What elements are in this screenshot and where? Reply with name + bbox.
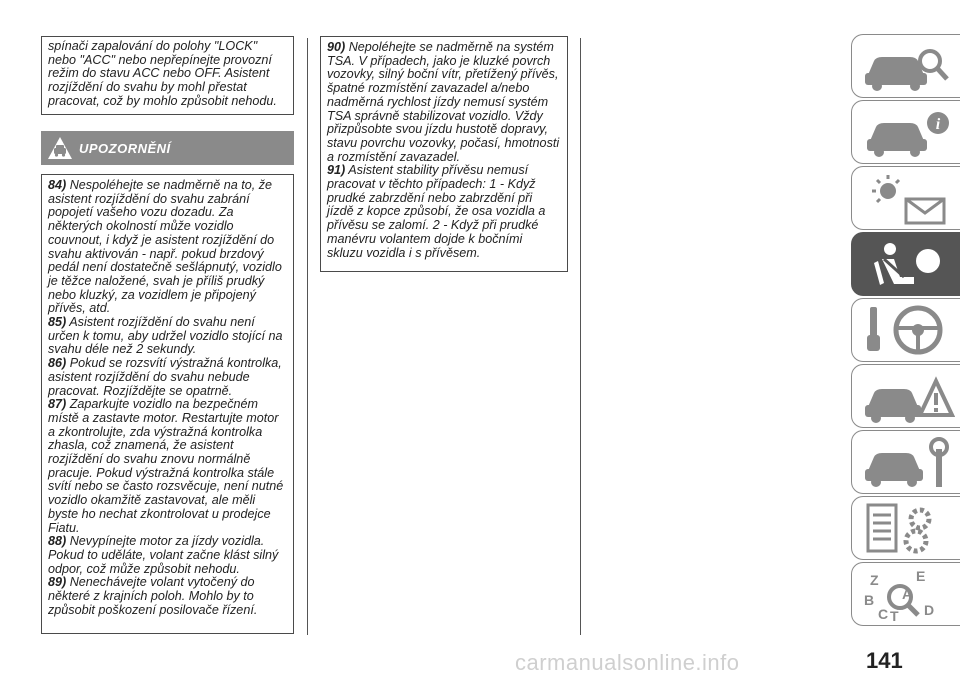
- index-letters-icon: [860, 567, 955, 623]
- warning-item: [48, 398, 287, 535]
- index-letter-t: T: [890, 608, 899, 623]
- tab-safety[interactable]: [851, 232, 960, 296]
- car-magnifier-icon: [860, 39, 955, 95]
- item-number: 87): [48, 397, 67, 412]
- tab-info[interactable]: [851, 100, 960, 164]
- item-text: Nenechávejte volant vytočený do některé z krajních poloh. Mohlo by to způsobit poškození posilovače řízení.: [48, 575, 258, 617]
- item-number: 88): [48, 534, 67, 549]
- continued-text: spínači zapalování do polohy "LOCK" nebo "ACC" nebo nepřepínejte provozní režim do stavu ACC nebo OFF. Asistent rozjíždění do svahu by mohl přestat pracovat, což by mohlo způsobit nehodu.: [48, 39, 277, 108]
- steering-key-icon: [860, 303, 955, 359]
- column-divider-right: [580, 38, 581, 635]
- item-number: 84): [48, 178, 67, 192]
- car-wrench-icon: [860, 435, 955, 491]
- tab-maintenance[interactable]: [851, 430, 960, 494]
- tab-warning-lights[interactable]: [851, 166, 960, 230]
- tsa-warning-box: [320, 36, 568, 272]
- tab-specifications[interactable]: [851, 496, 960, 560]
- item-number: 91): [327, 163, 346, 178]
- index-letter-a: A: [902, 586, 913, 602]
- seat-airbag-icon: [860, 237, 955, 293]
- page-number: 141: [866, 648, 903, 673]
- warning-item: [48, 316, 287, 357]
- tsa-items: [327, 41, 561, 260]
- item-number: 89): [48, 575, 67, 590]
- watermark: carmanualsonline.info: [515, 650, 740, 675]
- warning-lights-icon: [860, 171, 955, 227]
- item-text: Nespoléhejte se nadměrně na to, že asistent rozjíždění do svahu zabrání popojetí vašeho vozu dozadu. Za některých okolností může vozidlo couvnout, i když je asistent rozjíždění do svahu aktivován - např. pokud brzdový pedál není dostatečně sešlápnutý, vozidlo je těžce naložené, svah je příliš prudký nebo kluzký, za vozidlem je připojený přívěs, atd.: [48, 178, 282, 316]
- tab-starting-driving[interactable]: [851, 298, 960, 362]
- warning-item: [48, 535, 287, 576]
- index-letter-c: C: [878, 606, 889, 622]
- index-letter-b: B: [864, 592, 875, 608]
- index-letter-e: E: [916, 568, 926, 584]
- index-letter-z: Z: [870, 572, 879, 588]
- warning-header: [41, 131, 294, 165]
- warning-items: [48, 179, 287, 618]
- item-text: Nepoléhejte se nadměrně na systém TSA. V případech, jako je kluzké povrch vozovky, silný boční vítr, přetížený přívěs, špatné rozmístění zavazadel a/nebo nadměrná rychlost jízdy nemusí systém TSA správně stabilizovat vozidlo. Vždy přizpůsobte svou jízdu hustotě dopravy, stavu povrchu vozovky, počasí, hmotnosti a rozmístění zavazadel.: [327, 40, 560, 164]
- index-letter-d: D: [924, 602, 935, 618]
- item-text: Pokud se rozsvítí výstražná kontrolka, asistent rozjíždění do svahu nebude pracovat. Rozjíždějte se opatrně.: [48, 356, 282, 398]
- item-text: Asistent rozjíždění do svahu není určen k tomu, aby udržel vozidlo stojící na svahu déle než 2 sekundy.: [48, 315, 283, 357]
- svg-text:i: i: [935, 116, 941, 133]
- column-divider-left: [307, 38, 308, 635]
- warning-box: [41, 174, 294, 634]
- warning-item: [327, 164, 561, 260]
- item-text: Zaparkujte vozidlo na bezpečném místě a zastavte motor. Restartujte motor a zkontrolujte, zda výstražná kontrolka zhasla, což znamená, že asistent rozjíždění do svahu znovu normálně pracuje. Pokud výstražná kontrolka stále svítí nebo se často rozsvěcuje, není nutné vozidlo okamžitě zastavovat, ale měli byste ho nechat zkontrolovat u prodejce Fiatu.: [48, 397, 284, 535]
- item-number: 86): [48, 356, 67, 371]
- item-text: Asistent stability přívěsu nemusí pracovat v těchto případech: 1 - Když prudké zabrzdění nebo zabrzdění při jízdě z kopce způsobí, že osa vozidla a přívěsu se zalomí. 2 - Když při prudké manévru volantem dojde k bočními skluzu vozidla i s přívěsem.: [327, 163, 546, 260]
- continued-text-box: [41, 36, 294, 115]
- item-text: Nevypínejte motor za jízdy vozidla. Pokud to uděláte, volant začne klást silný odpor, což může způsobit nehodu.: [48, 534, 279, 576]
- warning-car-icon: [47, 136, 73, 160]
- car-info-icon: [860, 105, 955, 161]
- warning-title: UPOZORNĚNÍ: [79, 140, 171, 156]
- warning-item: [48, 179, 287, 316]
- item-number: 90): [327, 40, 346, 54]
- warning-item: [48, 576, 287, 617]
- warning-item: [48, 357, 287, 398]
- item-number: 85): [48, 315, 67, 330]
- warning-item: [327, 41, 561, 164]
- tab-index[interactable]: [851, 562, 960, 626]
- specs-gears-icon: [860, 501, 955, 557]
- car-breakdown-icon: [860, 369, 955, 425]
- tab-knowing-car[interactable]: [851, 34, 960, 98]
- tab-emergency[interactable]: [851, 364, 960, 428]
